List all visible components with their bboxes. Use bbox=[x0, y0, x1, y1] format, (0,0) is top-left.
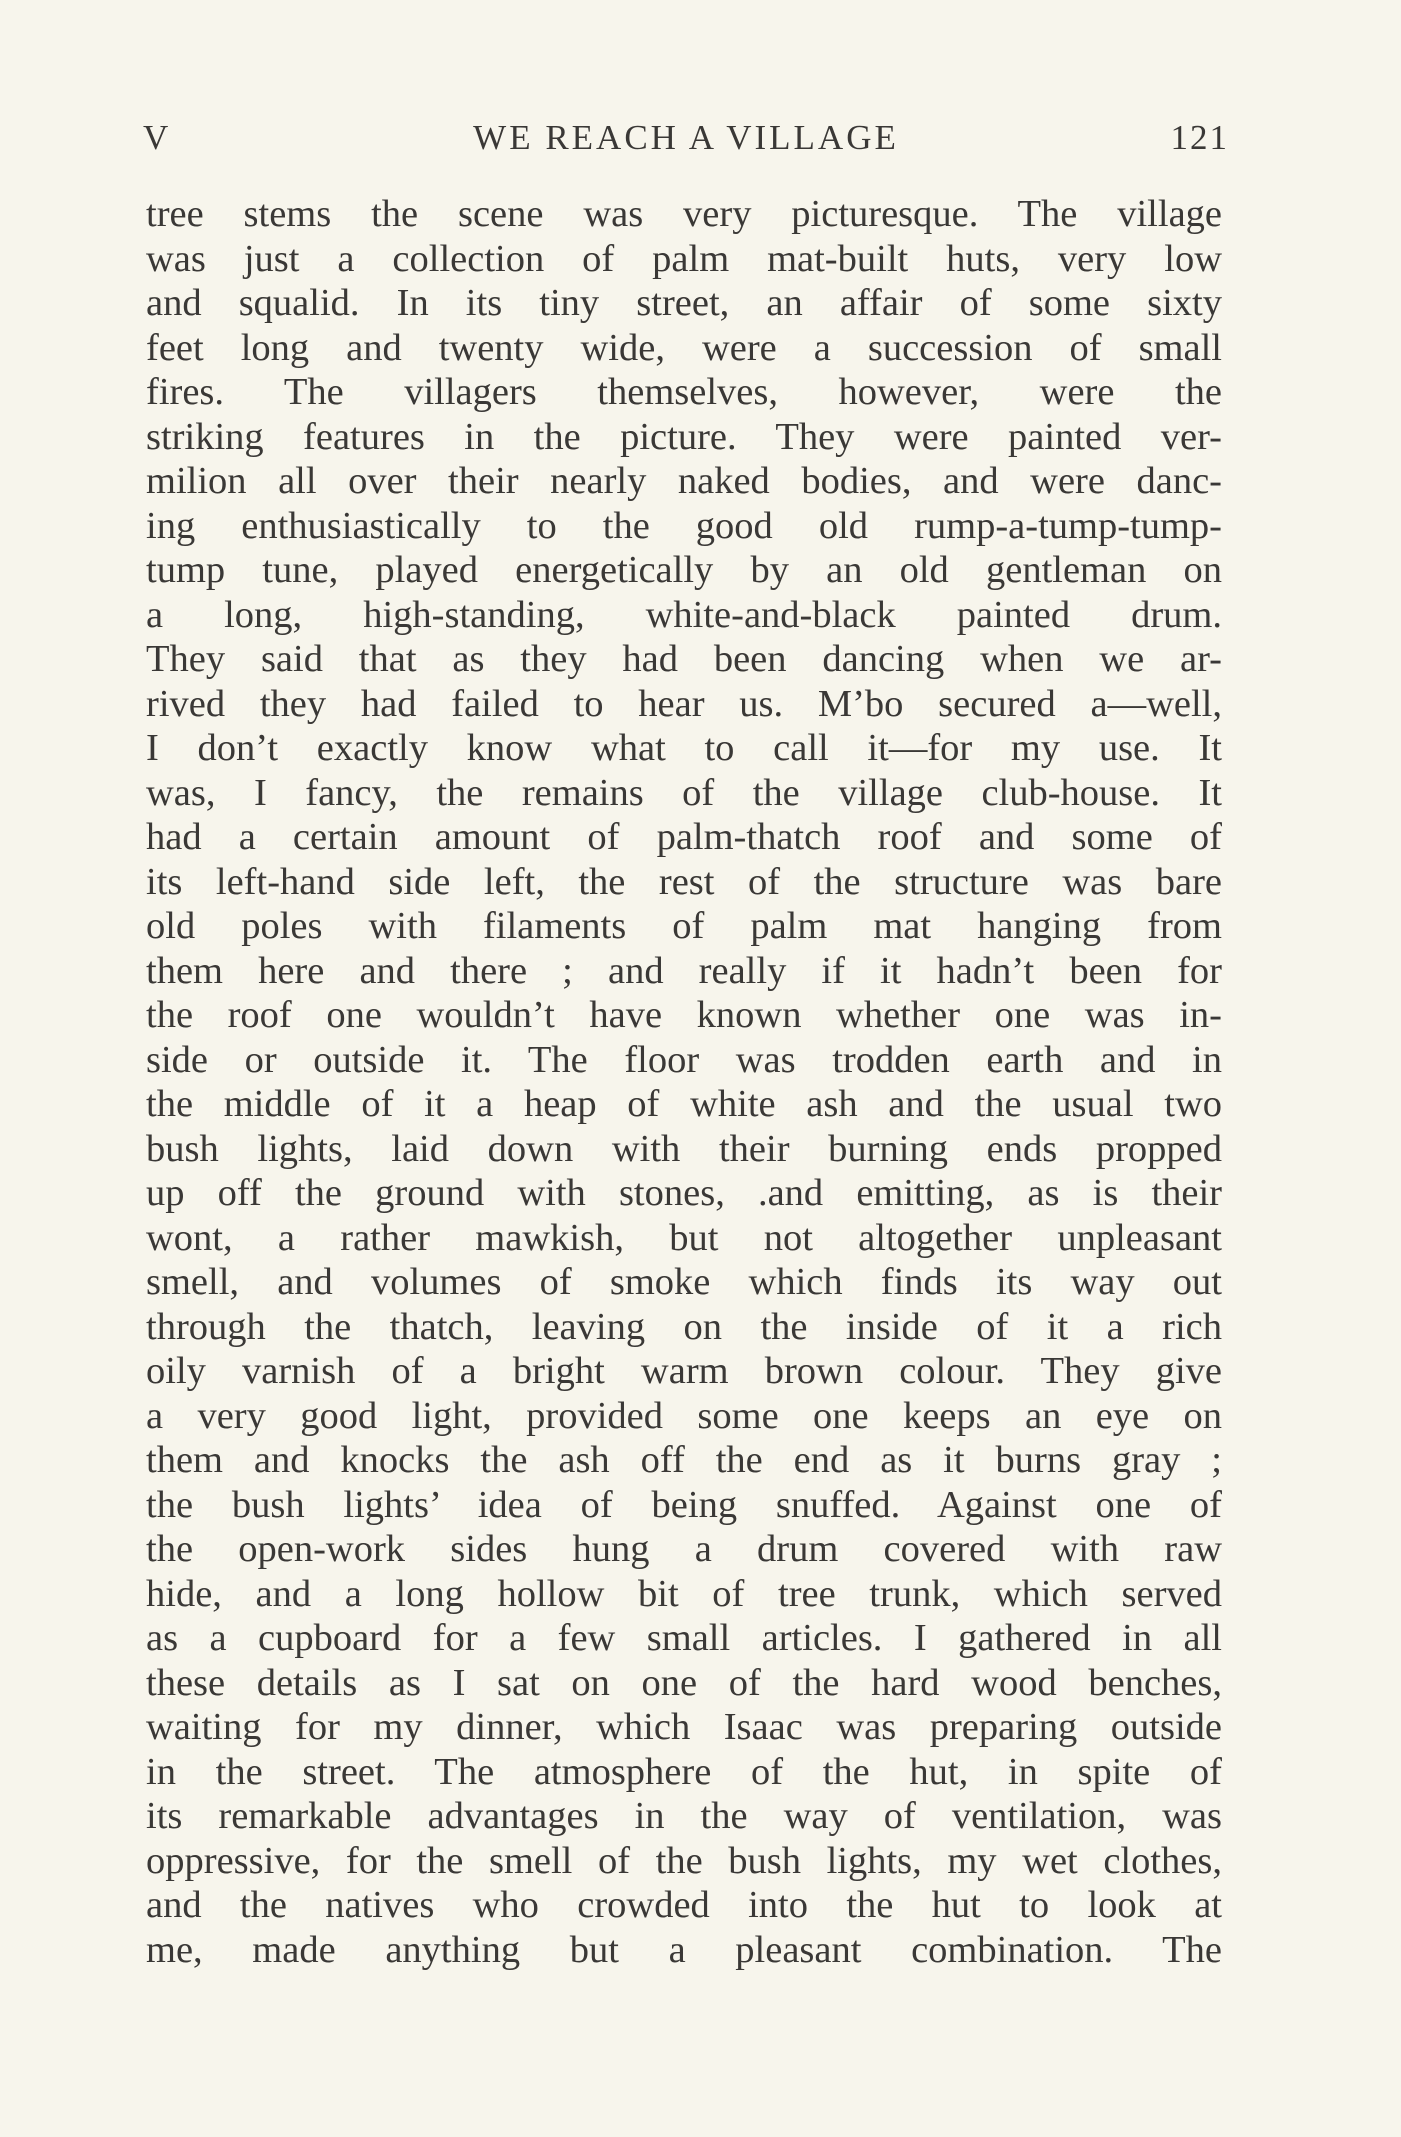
text-line: had a certain amount of palm-thatch roof and some of bbox=[146, 816, 1222, 858]
text-line: fires. The villagers themselves, however, were the bbox=[146, 371, 1222, 413]
text-line: as a cupboard for a few small articles. I gathered in all bbox=[146, 1617, 1222, 1659]
text-line: rived they had failed to hear us. M’bo secured a—well, bbox=[146, 682, 1222, 725]
body-text bbox=[146, 192, 1222, 1972]
text-line: them and knocks the ash off the end as it burns gray ; bbox=[146, 1439, 1222, 1481]
text-line: wont, a rather mawkish, but not altogether unpleasant bbox=[146, 1216, 1222, 1259]
running-header bbox=[143, 118, 1229, 168]
text-line: and the natives who crowded into the hut to look at bbox=[146, 1884, 1222, 1926]
text-line: through the thatch, leaving on the inside of it a rich bbox=[146, 1305, 1222, 1348]
text-line: side or outside it. The floor was trodden earth and in bbox=[146, 1038, 1222, 1081]
text-line: waiting for my dinner, which Isaac was preparing outside bbox=[146, 1706, 1222, 1748]
text-line: the middle of it a heap of white ash and the usual two bbox=[146, 1083, 1222, 1125]
text-line: bush lights, laid down with their burning ends propped bbox=[146, 1127, 1222, 1170]
text-line: feet long and twenty wide, were a succession of small bbox=[146, 326, 1222, 369]
text-line: its left-hand side left, the rest of the structure was bare bbox=[146, 860, 1222, 903]
text-line: oppressive, for the smell of the bush lights, my wet clothes, bbox=[146, 1839, 1222, 1882]
text-line: the bush lights’ idea of being snuffed. Against one of bbox=[146, 1483, 1222, 1526]
text-line: the open-work sides hung a drum covered with raw bbox=[146, 1528, 1222, 1570]
chapter-number: V bbox=[143, 118, 171, 157]
text-line: me, made anything but a pleasant combination. The bbox=[146, 1928, 1222, 1971]
text-line: a long, high-standing, white-and-black painted drum. bbox=[146, 593, 1222, 636]
text-line: old poles with filaments of palm mat hanging from bbox=[146, 905, 1222, 947]
text-line: its remarkable advantages in the way of ventilation, was bbox=[146, 1795, 1222, 1837]
text-line: oily varnish of a bright warm brown colour. They give bbox=[146, 1350, 1222, 1392]
page-number: 121 bbox=[1170, 118, 1229, 157]
text-line: was, I fancy, the remains of the village club-house. It bbox=[146, 771, 1222, 814]
text-line: tump tune, played energetically by an old gentleman on bbox=[146, 549, 1222, 591]
text-line: They said that as they had been dancing when we ar- bbox=[146, 638, 1222, 680]
text-line: up off the ground with stones, .and emitting, as is their bbox=[146, 1172, 1222, 1214]
text-line: ing enthusiastically to the good old rump-a-tump-tump- bbox=[146, 504, 1222, 547]
text-line: these details as I sat on one of the hard wood benches, bbox=[146, 1661, 1222, 1704]
text-line: the roof one wouldn’t have known whether one was in- bbox=[146, 994, 1222, 1036]
text-line: milion all over their nearly naked bodies, and were danc- bbox=[146, 460, 1222, 502]
text-line: I don’t exactly know what to call it—for my use. It bbox=[146, 727, 1222, 769]
text-line: smell, and volumes of smoke which finds its way out bbox=[146, 1261, 1222, 1303]
text-line: them here and there ; and really if it hadn’t been for bbox=[146, 949, 1222, 992]
text-line: a very good light, provided some one keeps an eye on bbox=[146, 1394, 1222, 1437]
text-line: tree stems the scene was very picturesque. The village bbox=[146, 193, 1222, 235]
text-line: striking features in the picture. They were painted ver- bbox=[146, 415, 1222, 458]
text-line: was just a collection of palm mat-built huts, very low bbox=[146, 237, 1222, 280]
text-line: hide, and a long hollow bit of tree trunk, which served bbox=[146, 1572, 1222, 1615]
text-line: in the street. The atmosphere of the hut, in spite of bbox=[146, 1750, 1222, 1793]
running-title: WE REACH A VILLAGE bbox=[473, 118, 899, 157]
text-line: and squalid. In its tiny street, an affair of some sixty bbox=[146, 282, 1222, 324]
